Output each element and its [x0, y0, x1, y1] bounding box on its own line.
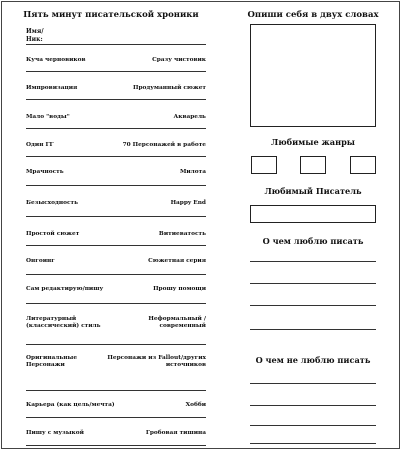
option-text-line: Гробовая тишина	[145, 430, 206, 436]
option-text-line: Акварель	[173, 114, 206, 120]
love-line-4[interactable]	[250, 329, 376, 330]
option-text-line: Пишу с музыкой	[26, 430, 84, 436]
row-left-option[interactable]	[26, 355, 77, 369]
option-text-line: источников	[165, 362, 206, 368]
row-left-option[interactable]	[26, 402, 115, 409]
option-text-line: 70 Персонажей в работе	[122, 142, 206, 148]
row-right-option[interactable]	[171, 200, 206, 207]
row-left-option[interactable]	[26, 114, 70, 121]
name-label-line-1: Имя/	[26, 28, 44, 35]
preference-row	[26, 158, 206, 186]
row-right-option[interactable]	[107, 355, 206, 369]
preference-row	[26, 102, 206, 129]
row-right-option[interactable]	[174, 114, 206, 121]
name-label	[26, 28, 44, 44]
option-text-line: Мрачность	[26, 169, 64, 175]
questionnaire-title: Пять минут писательской хроники	[23, 10, 199, 20]
row-right-option[interactable]	[148, 258, 206, 265]
preference-row	[26, 73, 206, 100]
option-text-line: Сам редактирую/пишу	[26, 286, 104, 292]
option-text-line: Продуманный сюжет	[133, 85, 206, 91]
row-left-option[interactable]	[26, 316, 101, 330]
genre-box-2[interactable]	[300, 156, 326, 174]
preference-row	[26, 247, 206, 275]
love-line-2[interactable]	[250, 283, 376, 284]
describe-title: Опиши себя в двух словах	[247, 10, 379, 20]
row-left-option[interactable]	[26, 57, 86, 64]
row-right-option[interactable]	[148, 316, 206, 330]
name-label-line-2: Ник:	[26, 36, 43, 43]
row-left-option[interactable]	[26, 231, 79, 238]
row-left-option[interactable]	[26, 430, 84, 437]
row-left-option[interactable]	[26, 142, 53, 149]
option-text-line: Мало "воды"	[26, 114, 70, 120]
option-text-line: Безысходность	[26, 200, 79, 206]
genre-box-3[interactable]	[350, 156, 376, 174]
writer-box[interactable]	[250, 205, 376, 223]
option-text-line: Happy End	[170, 200, 206, 206]
option-text-line: Онгоинг	[26, 258, 55, 264]
option-text-line: Простой сюжет	[26, 231, 80, 237]
preference-row	[26, 307, 206, 345]
dislike-line-2[interactable]	[250, 405, 376, 406]
genres-title: Любимые жанры	[270, 137, 356, 147]
option-text-line: Сразу чистовик	[152, 57, 206, 63]
genre-box-1[interactable]	[251, 156, 277, 174]
row-right-option[interactable]	[123, 142, 206, 149]
row-left-option[interactable]	[26, 286, 103, 293]
dislike-line-3[interactable]	[250, 425, 376, 426]
preference-row	[26, 219, 206, 246]
preference-row	[26, 189, 206, 217]
describe-box[interactable]	[250, 24, 376, 127]
row-left-option[interactable]	[26, 85, 77, 92]
option-text-line: Карьера (как цель/мечта)	[26, 402, 115, 408]
option-text-line: Неформальный /	[148, 316, 206, 322]
preference-row	[26, 130, 206, 157]
row-right-option[interactable]	[152, 57, 206, 64]
love-line-1[interactable]	[250, 261, 376, 262]
option-text-line: Один ГГ	[26, 142, 54, 148]
row-left-option[interactable]	[26, 258, 55, 265]
love-line-3[interactable]	[250, 305, 376, 306]
option-text-line: Куча черновиков	[26, 57, 86, 63]
row-right-option[interactable]	[146, 430, 206, 437]
row-left-option[interactable]	[26, 169, 64, 176]
row-right-option[interactable]	[180, 169, 206, 176]
option-text-line: Персонажи из Fallout/других	[107, 355, 206, 361]
dislike-line-4[interactable]	[250, 443, 376, 444]
option-text-line: Оригинальные	[26, 355, 78, 361]
row-right-option[interactable]	[159, 231, 206, 238]
option-text-line: Сюжетная серия	[148, 258, 206, 264]
row-left-option[interactable]	[26, 200, 78, 207]
preference-row	[26, 277, 206, 304]
preference-row	[26, 422, 206, 446]
option-text-line: современный	[159, 323, 206, 329]
row-right-option[interactable]	[133, 85, 206, 92]
option-text-line: (классический) стиль	[26, 323, 101, 329]
option-text-line: Литературный	[26, 316, 77, 322]
row-right-option[interactable]	[186, 402, 206, 409]
dislike-title: О чем не люблю писать	[255, 355, 371, 365]
preference-row	[26, 393, 206, 418]
option-text-line: Витиеватость	[158, 231, 206, 237]
preference-row	[26, 45, 206, 72]
option-text-line: Милота	[179, 169, 206, 175]
writer-title: Любимый Писатель	[264, 186, 362, 196]
option-text-line: Прошу помощи	[153, 286, 206, 292]
option-text-line: Персонажи	[26, 362, 65, 368]
option-text-line: Хобби	[185, 402, 206, 408]
love-title: О чем люблю писать	[262, 236, 364, 246]
option-text-line: Импровизация	[26, 85, 78, 91]
dislike-line-1[interactable]	[250, 383, 376, 384]
preference-row	[26, 347, 206, 391]
row-right-option[interactable]	[153, 286, 206, 293]
